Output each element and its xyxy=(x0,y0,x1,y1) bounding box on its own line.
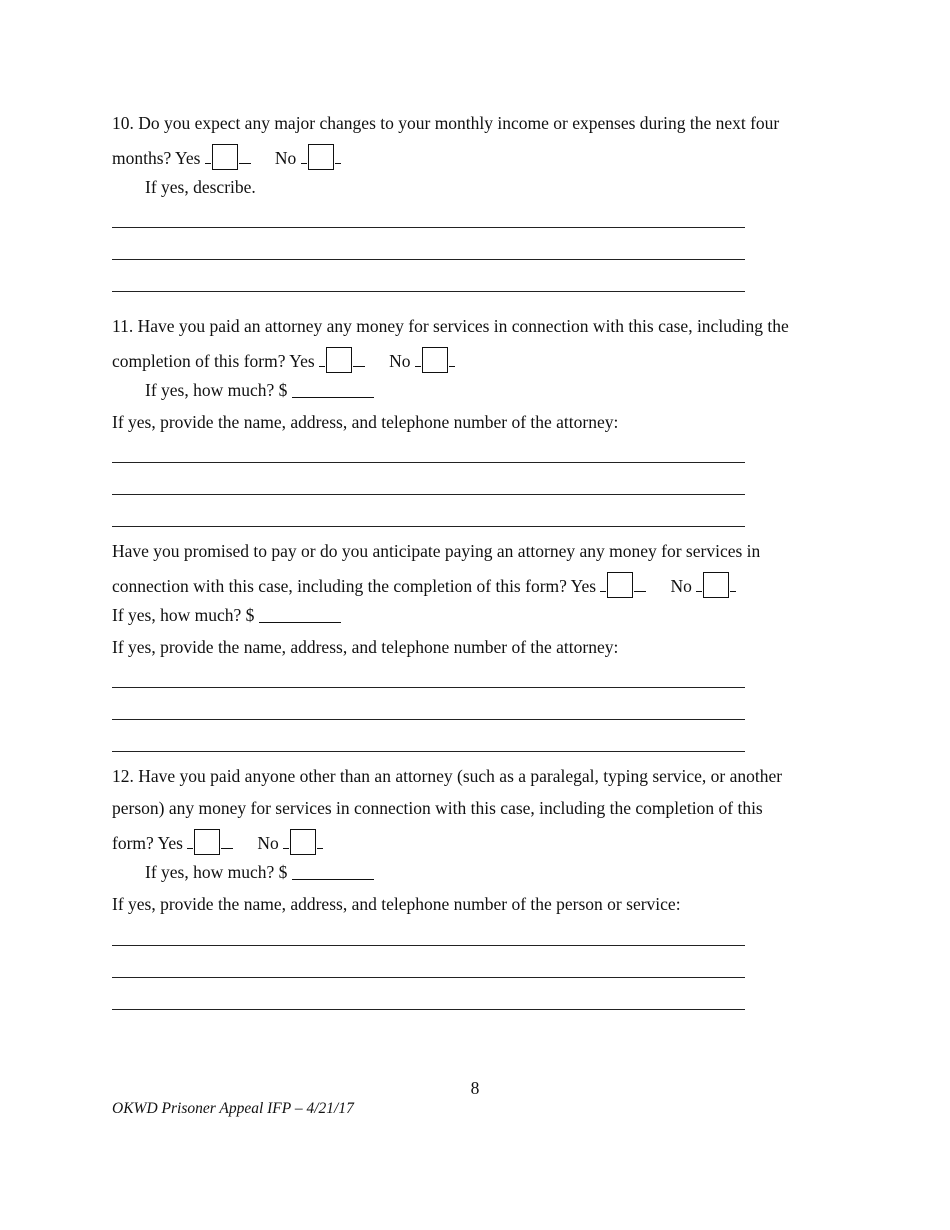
q12-answer-line-3[interactable] xyxy=(112,1009,745,1010)
q11-yes-checkbox[interactable] xyxy=(326,347,352,373)
q11-answer-line-2[interactable] xyxy=(112,494,745,495)
q12-amount-blank[interactable] xyxy=(292,865,374,880)
q11-provide-label: If yes, provide the name, address, and telephone number of the attorney: xyxy=(112,412,619,432)
q11b-amount-blank[interactable] xyxy=(259,608,341,623)
q12-answer-row xyxy=(112,829,323,855)
q12-answer-line-2[interactable] xyxy=(112,977,745,978)
q10-answer-line-1[interactable] xyxy=(112,227,745,228)
q11-how-much-row xyxy=(145,379,374,401)
q11b-text-line2: connection with this case, including the completion of this form? Yes xyxy=(112,576,601,596)
q10-yes-checkbox[interactable] xyxy=(212,144,238,170)
q11b-answer-row xyxy=(112,572,736,598)
q12-text-line2: person) any money for services in connection with this case, including the completion of this xyxy=(112,798,763,818)
q11-how-much-label: If yes, how much? $ xyxy=(145,380,292,400)
form-footer: OKWD Prisoner Appeal IFP – 4/21/17 xyxy=(112,1100,354,1117)
q11-answer-line-3[interactable] xyxy=(112,526,745,527)
q11-answer-row xyxy=(112,347,455,373)
q11b-text-line1: Have you promised to pay or do you anticipate paying an attorney any money for services in xyxy=(112,541,761,561)
q11b-no-label: No xyxy=(670,576,697,596)
q10-answer-line-3[interactable] xyxy=(112,291,745,292)
q12-text-line1: 12. Have you paid anyone other than an attorney (such as a paralegal, typing service, or another xyxy=(112,766,783,786)
q10-text-line1: 10. Do you expect any major changes to your monthly income or expenses during the next four xyxy=(112,113,780,133)
q12-how-much-label: If yes, how much? $ xyxy=(145,862,292,882)
q11b-answer-line-2[interactable] xyxy=(112,719,745,720)
q12-yes-checkbox[interactable] xyxy=(194,829,220,855)
q11b-answer-line-1[interactable] xyxy=(112,687,745,688)
q11b-yes-checkbox[interactable] xyxy=(607,572,633,598)
q10-answer-row xyxy=(112,144,341,170)
q11-text-line1: 11. Have you paid an attorney any money for services in connection with this case, including the xyxy=(112,316,789,336)
page-number: 8 xyxy=(470,1078,480,1098)
q12-text-line3: form? Yes xyxy=(112,833,188,853)
q11-no-label: No xyxy=(389,351,415,371)
q12-no-checkbox[interactable] xyxy=(290,829,316,855)
q11-text-line2: completion of this form? Yes xyxy=(112,351,320,371)
q10-no-label: No xyxy=(274,148,301,168)
q11b-how-much-label: If yes, how much? $ xyxy=(112,605,259,625)
q11b-provide-label: If yes, provide the name, address, and telephone number of the attorney: xyxy=(112,637,619,657)
q11b-no-checkbox[interactable] xyxy=(703,572,729,598)
q12-no-label: No xyxy=(257,833,284,853)
q11-amount-blank[interactable] xyxy=(292,383,374,398)
q11b-answer-line-3[interactable] xyxy=(112,751,745,752)
q11b-how-much-row xyxy=(112,604,341,626)
q10-no-checkbox[interactable] xyxy=(308,144,334,170)
q12-answer-line-1[interactable] xyxy=(112,945,745,946)
q12-provide-label: If yes, provide the name, address, and telephone number of the person or service: xyxy=(112,894,681,914)
q10-text-line2: months? Yes xyxy=(112,148,205,168)
q10-describe-label: If yes, describe. xyxy=(145,177,256,197)
q11-answer-line-1[interactable] xyxy=(112,462,745,463)
q10-answer-line-2[interactable] xyxy=(112,259,745,260)
q12-how-much-row xyxy=(145,861,374,883)
q11-no-checkbox[interactable] xyxy=(422,347,448,373)
